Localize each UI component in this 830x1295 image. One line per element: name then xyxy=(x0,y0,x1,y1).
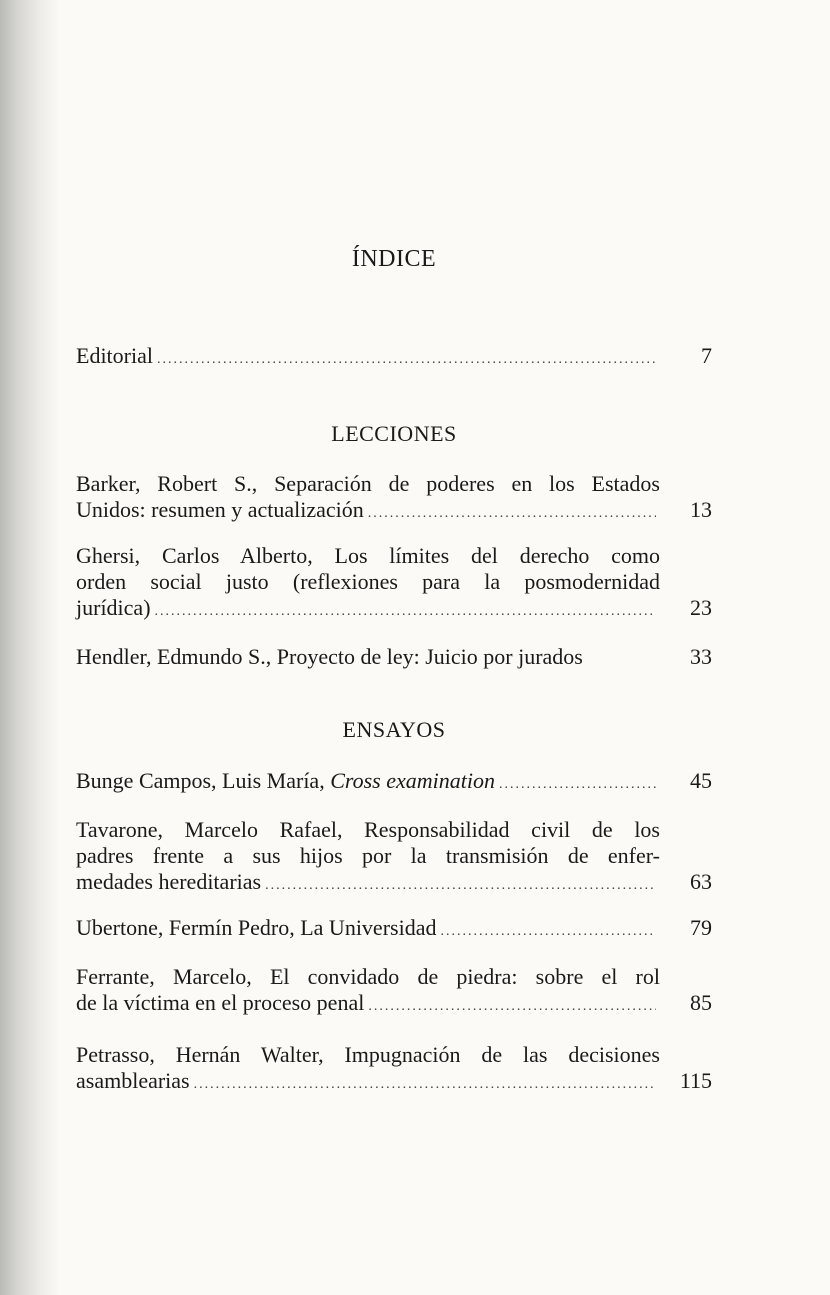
toc-entry-text-line: Ghersi, Carlos Alberto, Los límites del derecho como xyxy=(76,543,660,568)
section-heading-ensayos: ENSAYOS xyxy=(342,717,446,742)
toc-entry-text-line: medades hereditarias xyxy=(76,869,262,894)
toc-entry-text-line xyxy=(76,768,495,794)
leader-dots xyxy=(368,501,656,527)
toc-entry-text: Editorial xyxy=(76,343,153,368)
toc-page-number: 63 xyxy=(690,869,712,894)
toc-entry-hendler xyxy=(76,644,712,670)
toc-entry-text-line: Ubertone, Fermín Pedro, La Universidad xyxy=(76,915,437,940)
toc-entry-ubertone xyxy=(76,915,712,945)
leader-dots xyxy=(440,919,656,945)
toc-entry-text-line: Ferrante, Marcelo, El convidado de piedra: sobre el rol xyxy=(76,964,660,989)
toc-entry-text-line: asamblearias xyxy=(76,1068,190,1093)
leader-dots xyxy=(194,1072,656,1098)
toc-entry-bunge xyxy=(76,768,712,798)
toc-page-number: 23 xyxy=(690,595,712,620)
toc-entry-barker xyxy=(76,471,712,527)
leader-dots xyxy=(499,772,656,798)
page-gutter-shadow xyxy=(0,0,60,1295)
leader-dots xyxy=(157,347,656,373)
toc-entry-ferrante xyxy=(76,964,712,1020)
toc-entry-text-line: orden social justo (reflexiones para la posmodernidad xyxy=(76,569,660,594)
toc-entry-text-line: jurídica) xyxy=(76,595,151,620)
toc-page-number: 33 xyxy=(690,644,712,669)
toc-entry-petrasso xyxy=(76,1042,712,1098)
toc-page-number: 79 xyxy=(690,915,712,940)
toc-entry-text-line: Hendler, Edmundo S., Proyecto de ley: Juicio por jurados xyxy=(76,644,583,669)
section-heading-lecciones: LECCIONES xyxy=(331,421,457,446)
toc-entry-text-line: Barker, Robert S., Separación de poderes en los Estados xyxy=(76,471,660,496)
toc-entry-text-line: Unidos: resumen y actualización xyxy=(76,497,364,522)
toc-entry-ghersi xyxy=(76,543,712,625)
leader-dots xyxy=(368,994,656,1020)
toc-page-number: 115 xyxy=(679,1068,712,1093)
page-title: ÍNDICE xyxy=(351,246,437,272)
leader-dots xyxy=(155,599,656,625)
leader-dots xyxy=(265,873,656,899)
toc-entry-author-title: Bunge Campos, Luis María, xyxy=(76,768,331,793)
toc-page-number: 13 xyxy=(690,497,712,522)
toc-entry-tavarone xyxy=(76,817,712,899)
toc-page-number: 45 xyxy=(690,768,712,793)
toc-entry-text-line: de la víctima en el proceso penal xyxy=(76,990,365,1015)
toc-page-number: 7 xyxy=(701,343,712,368)
toc-entry-text-line: Petrasso, Hernán Walter, Impugnación de las decisiones xyxy=(76,1042,660,1067)
toc-entry-editorial xyxy=(76,343,712,373)
toc-entry-text-line: padres frente a sus hijos por la transmisión de enfer- xyxy=(76,843,660,868)
toc-entry-text-line: Tavarone, Marcelo Rafael, Responsabilidad civil de los xyxy=(76,817,660,842)
toc-entry-italic-title: Cross examination xyxy=(330,768,495,793)
toc-page-number: 85 xyxy=(690,990,712,1015)
